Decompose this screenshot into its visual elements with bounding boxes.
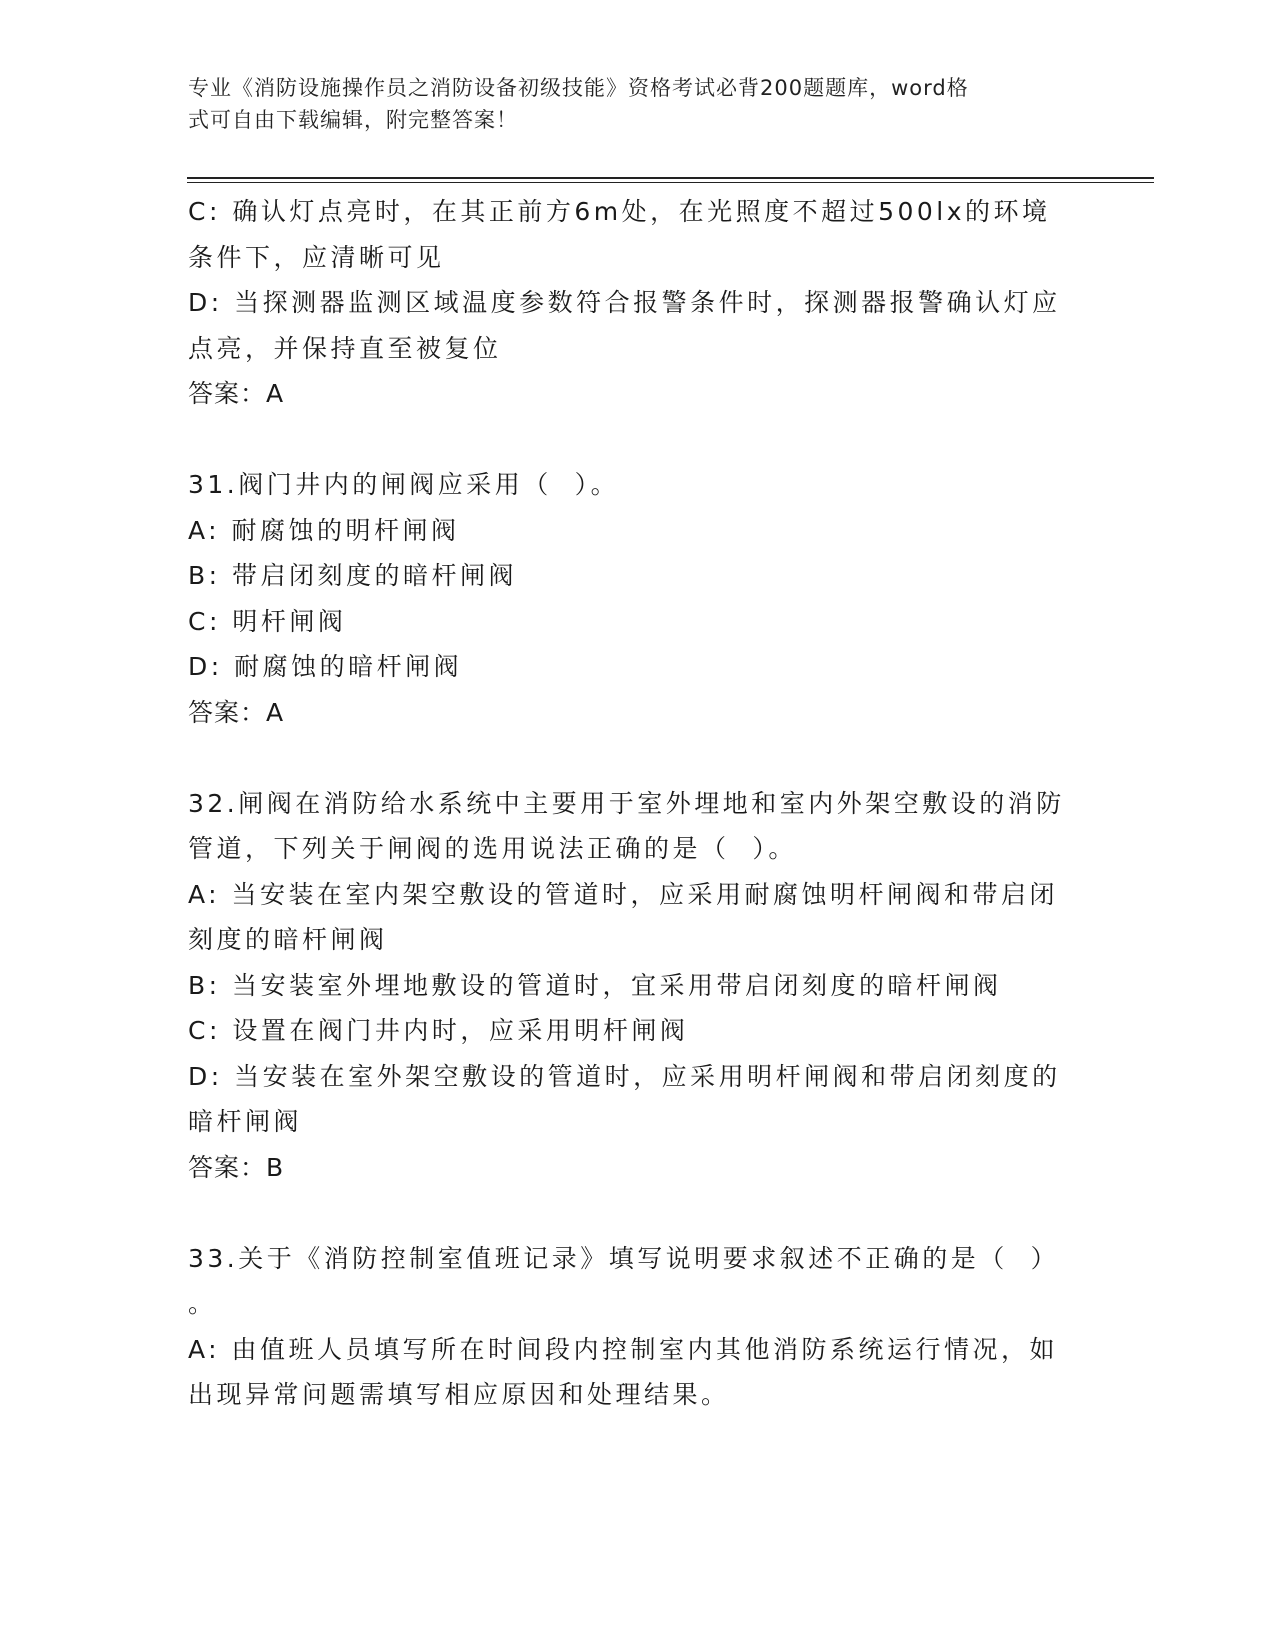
option-d-line: D: 当探测器监测区域温度参数符合报警条件时，探测器报警确认灯应 (188, 288, 1061, 317)
question-content (188, 189, 1088, 1418)
question-block-32 (188, 781, 1088, 1191)
option-d-line: 点亮，并保持直至被复位 (188, 333, 502, 363)
spacer (188, 417, 1088, 463)
question-block-31 (188, 462, 1088, 735)
option-c-line: C: 设置在阀门井内时，应采用明杆闸阀 (188, 1016, 689, 1045)
option-d-line: 暗杆闸阀 (188, 1107, 303, 1136)
option-c-line: C: 明杆闸阀 (188, 606, 347, 636)
option-d-line: D: 耐腐蚀的暗杆闸阀 (188, 652, 463, 681)
question-stem: 31.阀门井内的闸阀应采用（ ）。 (188, 470, 620, 499)
question-block-30 (188, 189, 1088, 417)
option-a-line: 出现异常问题需填写相应原因和处理结果。 (188, 1380, 730, 1409)
answer-line: 答案：A (188, 379, 285, 408)
header-divider-thick (187, 177, 1154, 179)
header-divider-thin (187, 182, 1154, 183)
option-c-line: 条件下，应清晰可见 (188, 242, 445, 272)
question-stem: 33.关于《消防控制室值班记录》填写说明要求叙述不正确的是（ ） (188, 1243, 1060, 1273)
question-stem: 管道，下列关于闸阀的选用说法正确的是（ ）。 (188, 834, 797, 863)
option-a-line: 刻度的暗杆闸阀 (188, 925, 388, 954)
header-line: 式可自由下载编辑，附完整答案！ (188, 108, 518, 132)
option-b-line: B: 带启闭刻度的暗杆闸阀 (188, 561, 518, 590)
spacer (188, 1190, 1088, 1236)
question-block-33 (188, 1236, 1088, 1418)
question-stem: 。 (188, 1289, 217, 1318)
question-stem: 32.闸阀在消防给水系统中主要用于室外埋地和室内外架空敷设的消防 (188, 788, 1065, 818)
option-d-line: D: 当安装在室外架空敷设的管道时，应采用明杆闸阀和带启闭刻度的 (188, 1061, 1061, 1091)
option-a-line: A: 耐腐蚀的明杆闸阀 (188, 515, 460, 545)
document-header (188, 72, 1068, 136)
header-line: 专业《消防设施操作员之消防设备初级技能》资格考试必背200题题库，word格 (188, 76, 969, 100)
spacer (188, 735, 1088, 781)
option-b-line: B: 当安装室外埋地敷设的管道时，宜采用带启闭刻度的暗杆闸阀 (188, 970, 1002, 1000)
option-c-line: C: 确认灯点亮时，在其正前方6m处，在光照度不超过500lx的环境 (188, 197, 1051, 226)
answer-line: 答案：A (188, 697, 285, 727)
option-a-line: A: 由值班人员填写所在时间段内控制室内其他消防系统运行情况，如 (188, 1334, 1059, 1364)
answer-line: 答案：B (188, 1152, 285, 1182)
option-a-line: A: 当安装在室内架空敷设的管道时，应采用耐腐蚀明杆闸阀和带启闭 (188, 879, 1059, 909)
